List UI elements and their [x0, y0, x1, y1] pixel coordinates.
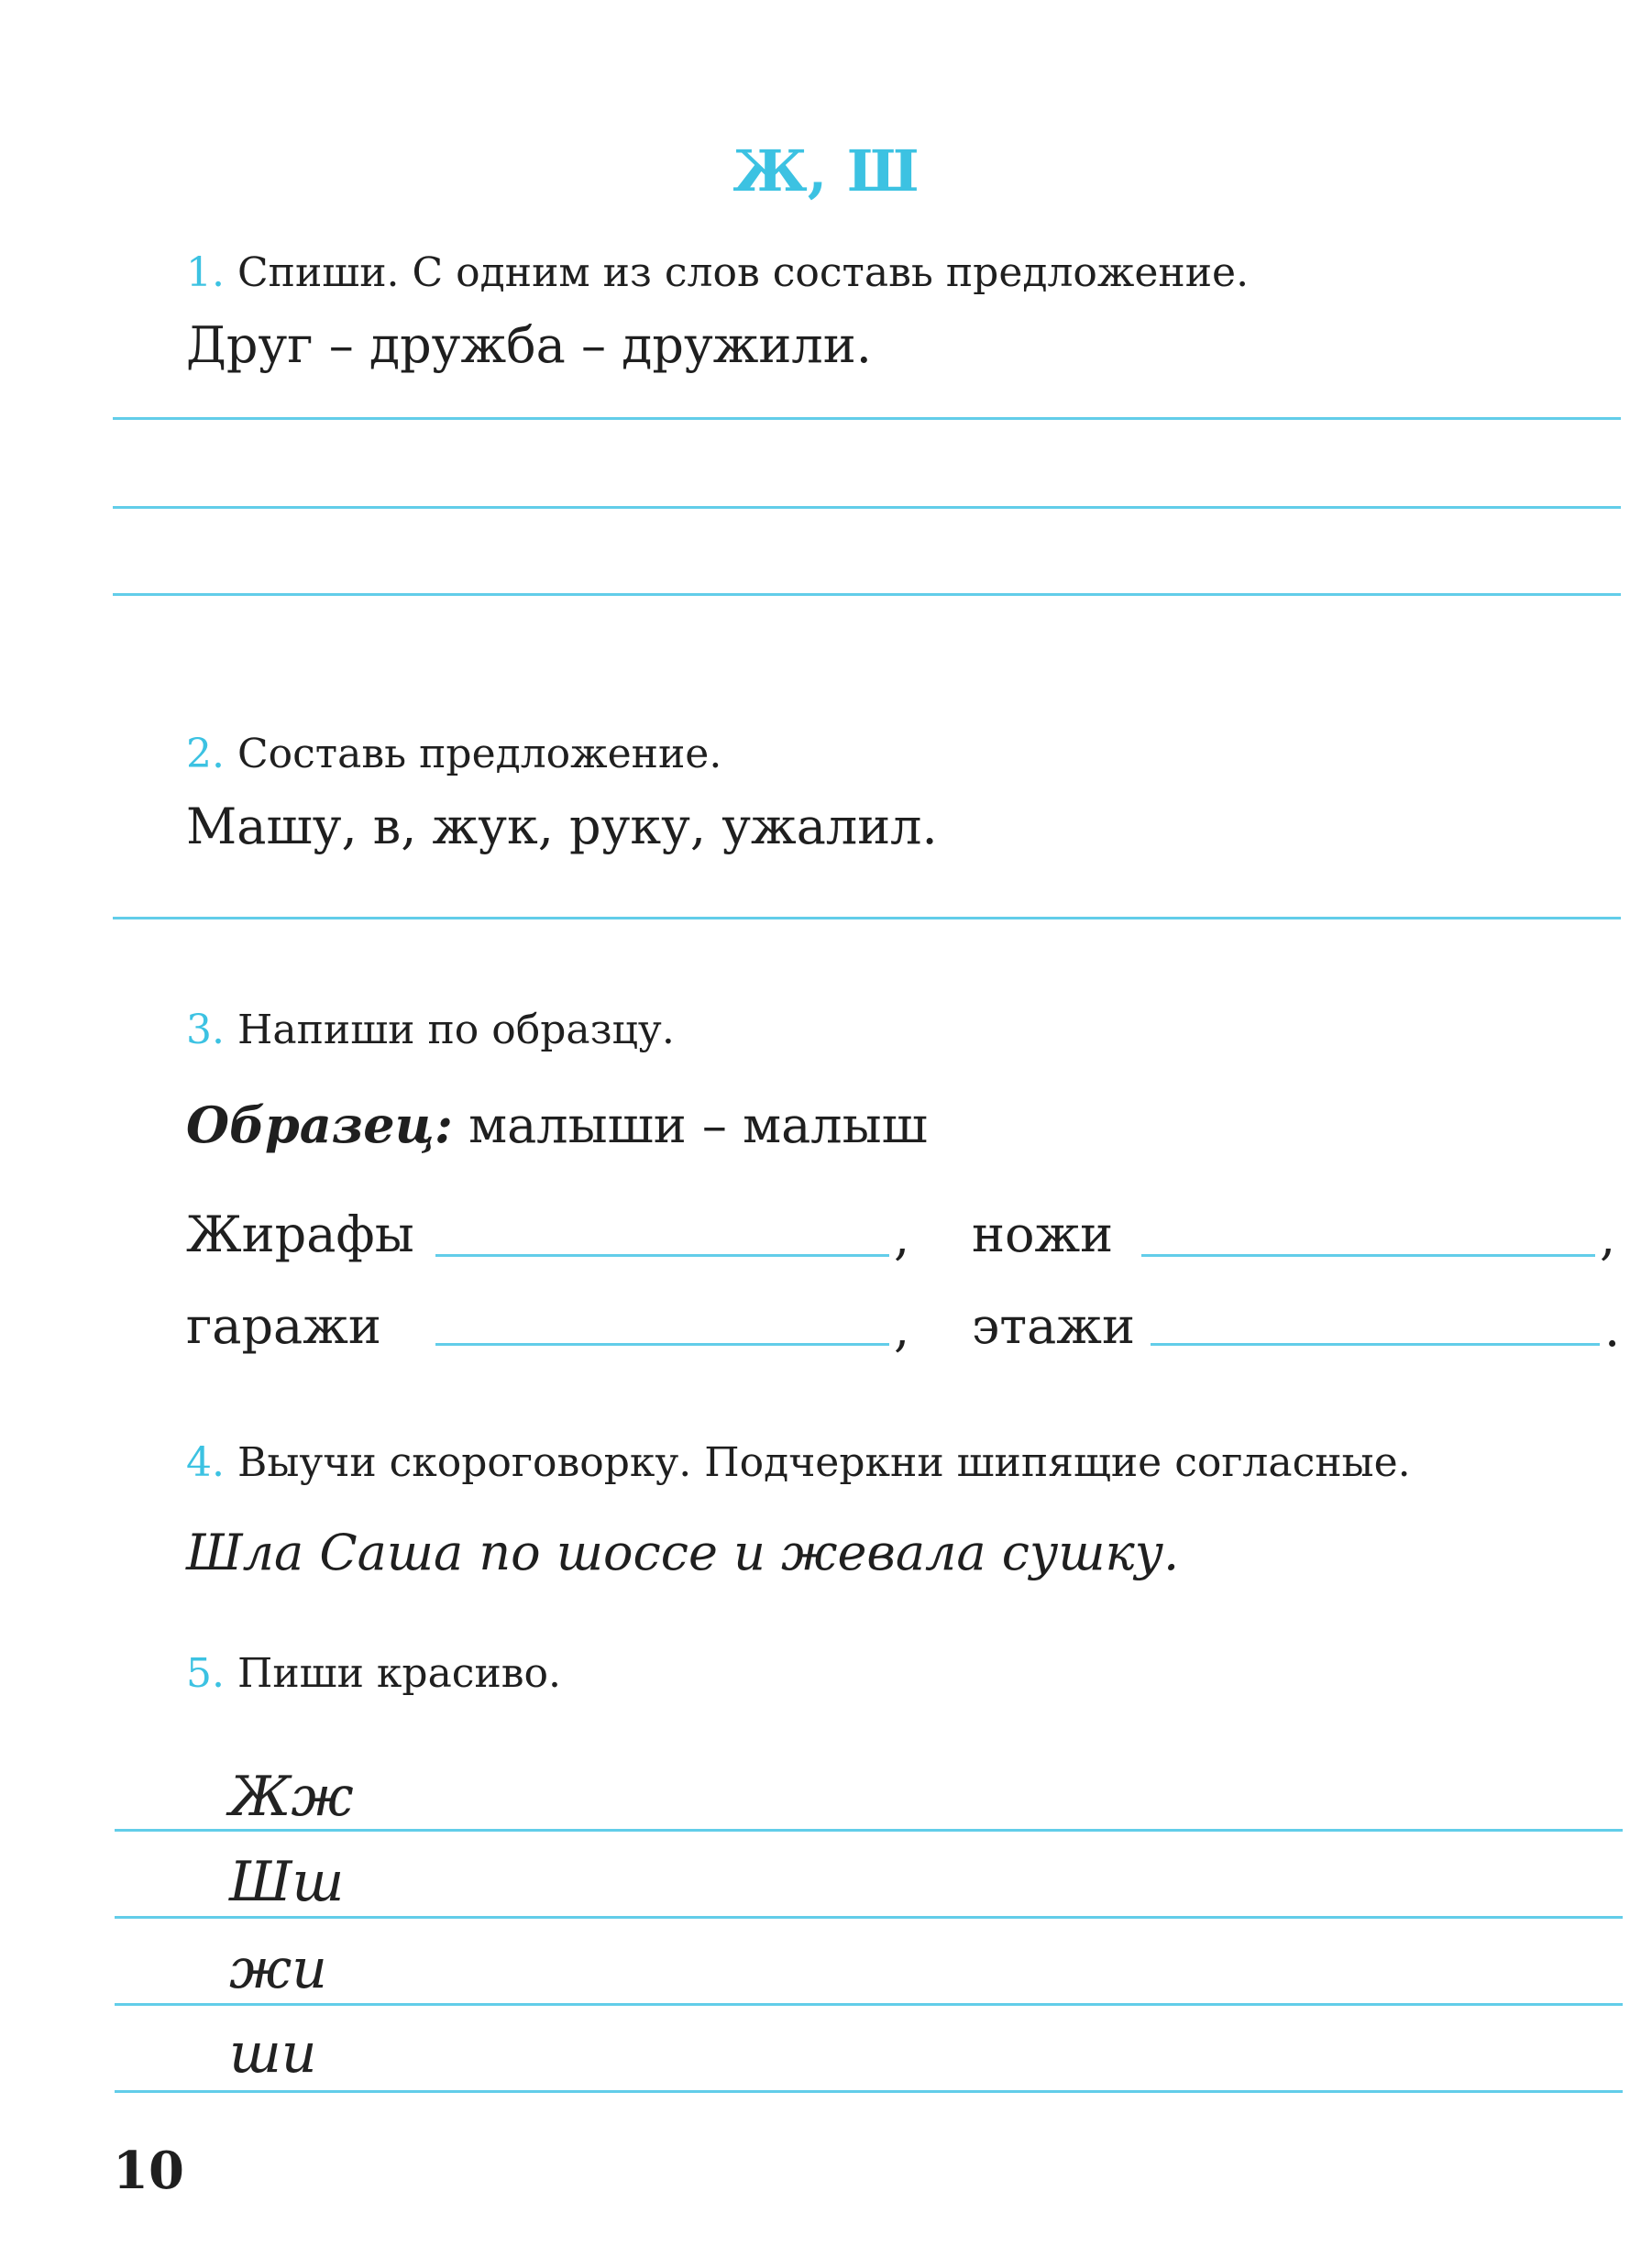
comma: , — [894, 1300, 910, 1358]
cursive-sample: ши — [229, 2021, 317, 2086]
task-3-instruction: Напиши по образцу. — [237, 1007, 675, 1053]
task-3-heading — [186, 1007, 675, 1053]
answer-blank[interactable] — [435, 1343, 889, 1346]
writing-line[interactable] — [113, 593, 1621, 596]
task-4-tongue-twister: Шла Саша по шоссе и жевала сушку. — [186, 1524, 1180, 1581]
answer-blank[interactable] — [1151, 1343, 1600, 1346]
page-number: 10 — [113, 2141, 184, 2201]
writing-line[interactable] — [115, 1829, 1623, 1832]
task-4-heading — [186, 1439, 1411, 1486]
answer-blank[interactable] — [435, 1254, 889, 1257]
task-1-number: 1. — [186, 249, 225, 296]
comma: , — [1600, 1208, 1616, 1266]
word-zhirafy: Жирафы — [186, 1206, 414, 1263]
cursive-sample: жи — [229, 1937, 327, 2001]
task-2-content: Машу, в, жук, руку, ужалил. — [186, 798, 938, 855]
sample-label: Образец: — [186, 1095, 453, 1154]
page-title: Ж, Ш — [732, 138, 920, 204]
writing-line[interactable] — [115, 2003, 1623, 2006]
cursive-sample: Жж — [229, 1765, 354, 1829]
writing-line[interactable] — [113, 917, 1621, 919]
task-5-instruction: Пиши красиво. — [237, 1650, 562, 1697]
task-1-content: Друг – дружба – дружили. — [186, 316, 872, 374]
task-5-number: 5. — [186, 1650, 225, 1697]
word-nozhi: ножи — [972, 1206, 1114, 1263]
task-4-number: 4. — [186, 1439, 225, 1486]
task-3-number: 3. — [186, 1007, 225, 1053]
task-2-heading — [186, 731, 721, 777]
word-etazhi: этажи — [972, 1297, 1135, 1355]
task-1-heading — [186, 249, 1249, 296]
writing-line[interactable] — [115, 2090, 1623, 2093]
word-garazhi: гаражи — [186, 1297, 381, 1355]
writing-line[interactable] — [113, 417, 1621, 420]
task-1-instruction: Спиши. С одним из слов составь предложение. — [237, 249, 1250, 296]
task-4-instruction: Выучи скороговорку. Подчеркни шипящие согласные. — [237, 1439, 1411, 1486]
comma: , — [894, 1208, 910, 1266]
writing-line[interactable] — [113, 506, 1621, 509]
task-5-heading — [186, 1650, 561, 1697]
task-2-instruction: Составь предложение. — [237, 731, 722, 777]
writing-line[interactable] — [115, 1916, 1623, 1919]
answer-blank[interactable] — [1141, 1254, 1595, 1257]
cursive-sample: Шш — [229, 1850, 345, 1914]
sample-text: малыши – малыш — [468, 1096, 928, 1154]
task-3-sample — [186, 1095, 928, 1154]
task-2-number: 2. — [186, 731, 225, 777]
period: . — [1604, 1300, 1621, 1358]
